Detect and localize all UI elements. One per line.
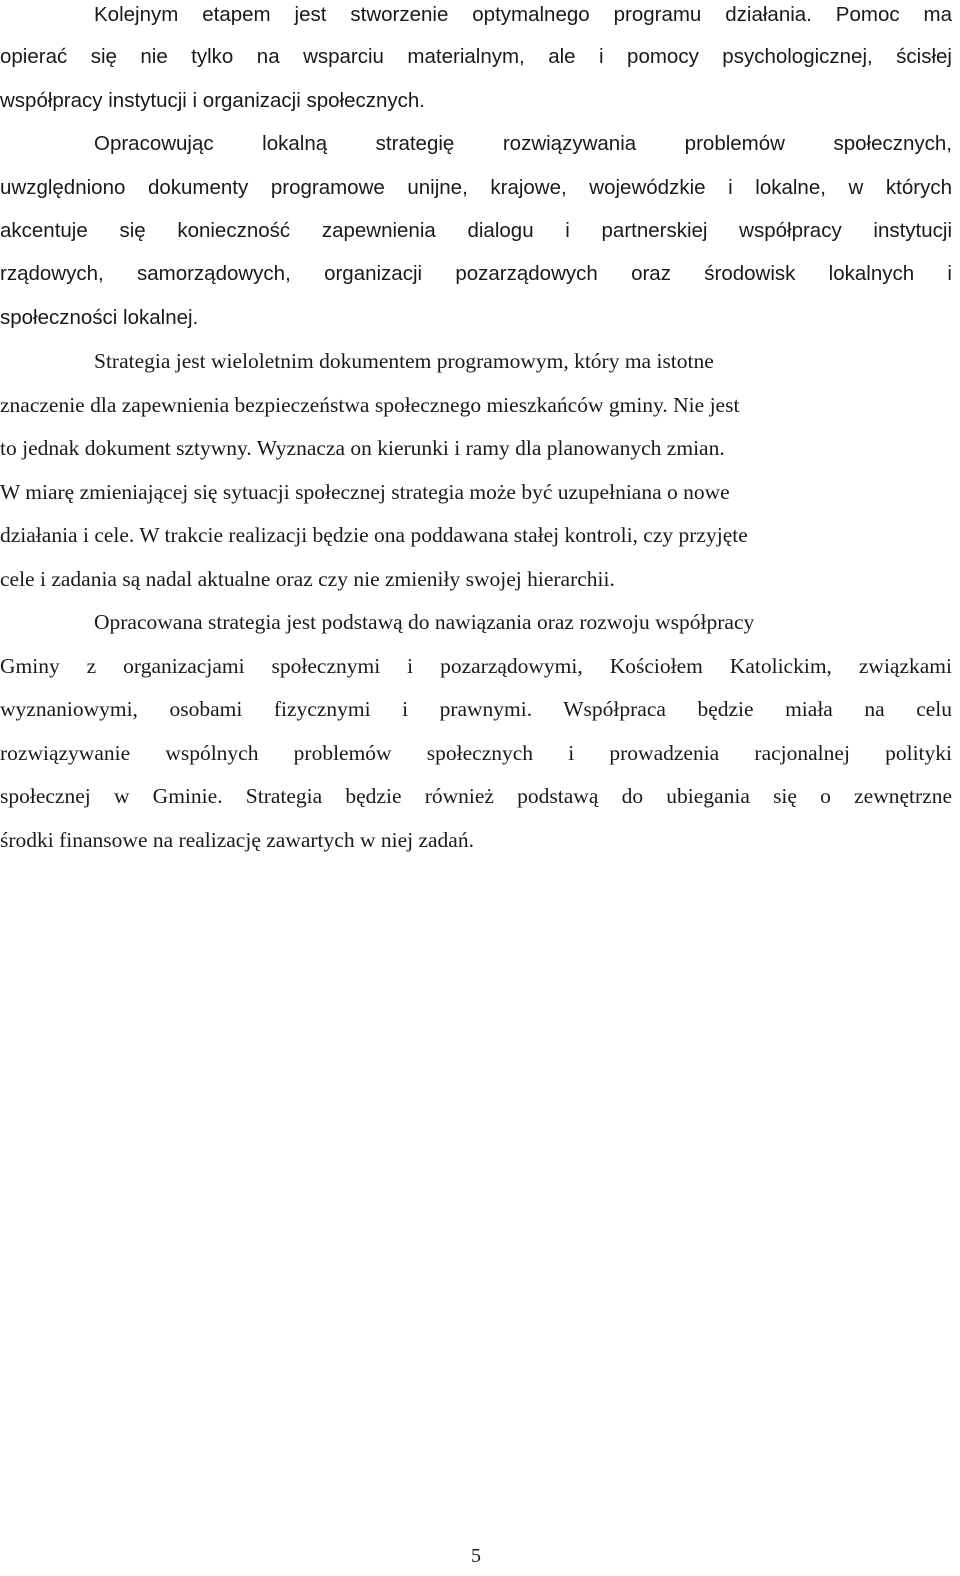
paragraph-2-line-4: rządowych, samorządowych, organizacji pozarządowych oraz środowisk lokalnych i	[0, 262, 952, 285]
paragraph-3-line-6: cele i zadania są nadal aktualne oraz czy nie zmieniły swojej hierarchii.	[0, 567, 615, 591]
paragraph-4-line-4: rozwiązywanie wspólnych problemów społecznych i prowadzenia racjonalnej polityki	[0, 741, 952, 765]
paragraph-3-line-1: Strategia jest wieloletnim dokumentem programowym, który ma istotne	[94, 349, 714, 373]
paragraph-2-line-1: Opracowując lokalną strategię rozwiązywania problemów społecznych,	[94, 132, 952, 155]
paragraph-4-line-2: Gminy z organizacjami społecznymi i pozarządowymi, Kościołem Katolickim, związkami	[0, 654, 952, 678]
paragraph-1-line-2: opierać się nie tylko na wsparciu materialnym, ale i pomocy psychologicznej, ścisłej	[0, 45, 952, 68]
paragraph-4-line-5: społecznej w Gminie. Strategia będzie również podstawą do ubiegania się o zewnętrzne	[0, 784, 952, 808]
paragraph-1-line-1: Kolejnym etapem jest stworzenie optymalnego programu działania. Pomoc ma	[94, 3, 952, 26]
page-number: 5	[471, 1545, 481, 1567]
paragraph-2-line-5: społeczności lokalnej.	[0, 306, 199, 329]
paragraph-3-line-3: to jednak dokument sztywny. Wyznacza on kierunki i ramy dla planowanych zmian.	[0, 436, 725, 460]
paragraph-3-line-2: znaczenie dla zapewnienia bezpieczeństwa społecznego mieszkańców gminy. Nie jest	[0, 393, 740, 417]
paragraph-3-line-5: działania i cele. W trakcie realizacji będzie ona poddawana stałej kontroli, czy przyjęte	[0, 523, 748, 547]
paragraph-4-line-6: środki finansowe na realizację zawartych w niej zadań.	[0, 828, 474, 852]
paragraph-2-line-2: uwzględniono dokumenty programowe unijne, krajowe, wojewódzkie i lokalne, w których	[0, 176, 952, 199]
paragraph-4-line-1: Opracowana strategia jest podstawą do nawiązania oraz rozwoju współpracy	[94, 610, 755, 634]
paragraph-4-line-3: wyznaniowymi, osobami fizycznymi i prawnymi. Współpraca będzie miała na celu	[0, 697, 952, 721]
paragraph-2-line-3: akcentuje się konieczność zapewnienia dialogu i partnerskiej współpracy instytucji	[0, 219, 952, 242]
paragraph-1-line-3: współpracy instytucji i organizacji społecznych.	[0, 89, 425, 112]
paragraph-3-line-4: W miarę zmieniającej się sytuacji społecznej strategia może być uzupełniana o nowe	[0, 480, 730, 504]
